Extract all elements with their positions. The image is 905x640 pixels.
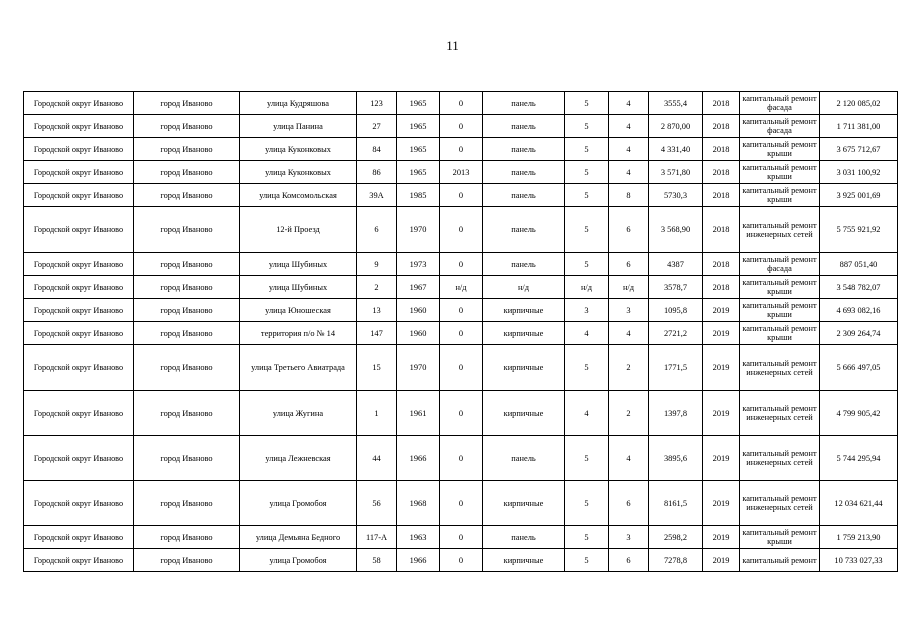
cell-build-year: 1965 bbox=[397, 115, 440, 138]
cell-district: Городской округ Иваново bbox=[24, 115, 134, 138]
cell-entrances: 2 bbox=[609, 391, 649, 436]
cell-wall-material: кирпичные bbox=[483, 549, 565, 572]
cell-cost: 3 925 001,69 bbox=[820, 184, 898, 207]
cell-settlement: город Иваново bbox=[134, 92, 240, 115]
cell-cost: 2 120 085,02 bbox=[820, 92, 898, 115]
cell-area: 5730,3 bbox=[649, 184, 703, 207]
cell-cost: 1 711 381,00 bbox=[820, 115, 898, 138]
cell-district: Городской округ Иваново bbox=[24, 138, 134, 161]
cell-district: Городской округ Иваново bbox=[24, 391, 134, 436]
cell-floors: 5 bbox=[565, 161, 609, 184]
cell-entrances: н/д bbox=[609, 276, 649, 299]
cell-renovation-year: 0 bbox=[440, 345, 483, 391]
cell-floors: н/д bbox=[565, 276, 609, 299]
cell-floors: 4 bbox=[565, 391, 609, 436]
cell-area: 2721,2 bbox=[649, 322, 703, 345]
cell-renovation-year: н/д bbox=[440, 276, 483, 299]
cell-settlement: город Иваново bbox=[134, 207, 240, 253]
cell-floors: 5 bbox=[565, 115, 609, 138]
cell-district: Городской округ Иваново bbox=[24, 276, 134, 299]
cell-house-number: 117-А bbox=[357, 526, 397, 549]
cell-district: Городской округ Иваново bbox=[24, 436, 134, 481]
cell-work-type: капитальный ремонт bbox=[740, 549, 820, 572]
cell-build-year: 1965 bbox=[397, 138, 440, 161]
cell-house-number: 123 bbox=[357, 92, 397, 115]
cell-cost: 3 031 100,92 bbox=[820, 161, 898, 184]
cell-settlement: город Иваново bbox=[134, 436, 240, 481]
table-row bbox=[24, 391, 898, 436]
cell-plan-year: 2019 bbox=[703, 322, 740, 345]
cell-entrances: 6 bbox=[609, 253, 649, 276]
cell-house-number: 147 bbox=[357, 322, 397, 345]
cell-work-type: капитальный ремонт крыши bbox=[740, 322, 820, 345]
cell-renovation-year: 0 bbox=[440, 115, 483, 138]
cell-work-type: капитальный ремонт крыши bbox=[740, 138, 820, 161]
table-row bbox=[24, 481, 898, 526]
cell-entrances: 2 bbox=[609, 345, 649, 391]
cell-area: 1397,8 bbox=[649, 391, 703, 436]
cell-floors: 4 bbox=[565, 322, 609, 345]
cell-house-number: 86 bbox=[357, 161, 397, 184]
cell-floors: 5 bbox=[565, 92, 609, 115]
cell-street: улица Куконковых bbox=[240, 138, 357, 161]
cell-entrances: 3 bbox=[609, 526, 649, 549]
cell-entrances: 4 bbox=[609, 161, 649, 184]
cell-wall-material: панель bbox=[483, 526, 565, 549]
cell-work-type: капитальный ремонт фасада bbox=[740, 115, 820, 138]
cell-entrances: 6 bbox=[609, 481, 649, 526]
cell-settlement: город Иваново bbox=[134, 299, 240, 322]
cell-house-number: 58 bbox=[357, 549, 397, 572]
cell-settlement: город Иваново bbox=[134, 184, 240, 207]
cell-renovation-year: 0 bbox=[440, 138, 483, 161]
cell-wall-material: панель bbox=[483, 207, 565, 253]
cell-wall-material: кирпичные bbox=[483, 345, 565, 391]
cell-floors: 5 bbox=[565, 184, 609, 207]
cell-plan-year: 2019 bbox=[703, 526, 740, 549]
cell-street: улица Кудряшова bbox=[240, 92, 357, 115]
cell-entrances: 4 bbox=[609, 138, 649, 161]
cell-district: Городской округ Иваново bbox=[24, 299, 134, 322]
cell-house-number: 6 bbox=[357, 207, 397, 253]
cell-street: улица Третьего Авиатрада bbox=[240, 345, 357, 391]
cell-district: Городской округ Иваново bbox=[24, 184, 134, 207]
cell-work-type: капитальный ремонт крыши bbox=[740, 276, 820, 299]
cell-entrances: 3 bbox=[609, 299, 649, 322]
table-row bbox=[24, 207, 898, 253]
page-number: 11 bbox=[446, 38, 459, 53]
housing-repair-table bbox=[23, 91, 898, 572]
cell-cost: 887 051,40 bbox=[820, 253, 898, 276]
cell-wall-material: панель bbox=[483, 115, 565, 138]
cell-street: улица Шубиных bbox=[240, 276, 357, 299]
cell-entrances: 4 bbox=[609, 436, 649, 481]
cell-area: 3 571,80 bbox=[649, 161, 703, 184]
cell-area: 3555,4 bbox=[649, 92, 703, 115]
cell-cost: 4 693 082,16 bbox=[820, 299, 898, 322]
cell-work-type: капитальный ремонт инженерных сетей bbox=[740, 207, 820, 253]
cell-area: 4 331,40 bbox=[649, 138, 703, 161]
table-row bbox=[24, 436, 898, 481]
cell-street: улица Шубиных bbox=[240, 253, 357, 276]
cell-build-year: 1963 bbox=[397, 526, 440, 549]
cell-area: 1095,8 bbox=[649, 299, 703, 322]
cell-entrances: 4 bbox=[609, 322, 649, 345]
cell-floors: 5 bbox=[565, 253, 609, 276]
cell-street: улица Панина bbox=[240, 115, 357, 138]
cell-area: 3578,7 bbox=[649, 276, 703, 299]
cell-wall-material: кирпичные bbox=[483, 322, 565, 345]
cell-cost: 5 744 295,94 bbox=[820, 436, 898, 481]
cell-work-type: капитальный ремонт крыши bbox=[740, 161, 820, 184]
cell-area: 3 568,90 bbox=[649, 207, 703, 253]
cell-wall-material: панель bbox=[483, 138, 565, 161]
cell-plan-year: 2018 bbox=[703, 115, 740, 138]
cell-house-number: 27 bbox=[357, 115, 397, 138]
cell-cost: 12 034 621,44 bbox=[820, 481, 898, 526]
cell-plan-year: 2018 bbox=[703, 161, 740, 184]
table-row bbox=[24, 184, 898, 207]
cell-cost: 5 755 921,92 bbox=[820, 207, 898, 253]
cell-renovation-year: 0 bbox=[440, 526, 483, 549]
cell-work-type: капитальный ремонт инженерных сетей bbox=[740, 391, 820, 436]
cell-build-year: 1966 bbox=[397, 436, 440, 481]
cell-floors: 3 bbox=[565, 299, 609, 322]
cell-renovation-year: 0 bbox=[440, 299, 483, 322]
table-row bbox=[24, 253, 898, 276]
cell-settlement: город Иваново bbox=[134, 115, 240, 138]
cell-wall-material: н/д bbox=[483, 276, 565, 299]
cell-street: улица Юношеская bbox=[240, 299, 357, 322]
cell-street: улица Громобоя bbox=[240, 481, 357, 526]
table-row bbox=[24, 276, 898, 299]
table-row bbox=[24, 161, 898, 184]
cell-area: 2598,2 bbox=[649, 526, 703, 549]
cell-floors: 5 bbox=[565, 436, 609, 481]
cell-build-year: 1966 bbox=[397, 549, 440, 572]
cell-house-number: 44 bbox=[357, 436, 397, 481]
cell-area: 1771,5 bbox=[649, 345, 703, 391]
table-row bbox=[24, 138, 898, 161]
cell-wall-material: панель bbox=[483, 436, 565, 481]
cell-plan-year: 2018 bbox=[703, 138, 740, 161]
cell-plan-year: 2018 bbox=[703, 184, 740, 207]
cell-wall-material: кирпичные bbox=[483, 481, 565, 526]
cell-cost: 5 666 497,05 bbox=[820, 345, 898, 391]
cell-renovation-year: 0 bbox=[440, 92, 483, 115]
cell-entrances: 6 bbox=[609, 207, 649, 253]
table-row bbox=[24, 299, 898, 322]
cell-floors: 5 bbox=[565, 526, 609, 549]
cell-renovation-year: 0 bbox=[440, 322, 483, 345]
cell-district: Городской округ Иваново bbox=[24, 322, 134, 345]
cell-house-number: 15 bbox=[357, 345, 397, 391]
cell-area: 2 870,00 bbox=[649, 115, 703, 138]
cell-floors: 5 bbox=[565, 138, 609, 161]
cell-settlement: город Иваново bbox=[134, 549, 240, 572]
cell-house-number: 1 bbox=[357, 391, 397, 436]
cell-area: 8161,5 bbox=[649, 481, 703, 526]
cell-plan-year: 2018 bbox=[703, 92, 740, 115]
cell-street: улица Демьяна Бедного bbox=[240, 526, 357, 549]
cell-work-type: капитальный ремонт крыши bbox=[740, 526, 820, 549]
cell-street: улица Громобоя bbox=[240, 549, 357, 572]
cell-plan-year: 2019 bbox=[703, 345, 740, 391]
table-row bbox=[24, 92, 898, 115]
cell-build-year: 1985 bbox=[397, 184, 440, 207]
cell-district: Городской округ Иваново bbox=[24, 161, 134, 184]
table-row bbox=[24, 549, 898, 572]
cell-street: улица Лежневская bbox=[240, 436, 357, 481]
cell-entrances: 4 bbox=[609, 92, 649, 115]
cell-work-type: капитальный ремонт инженерных сетей bbox=[740, 481, 820, 526]
cell-area: 3895,6 bbox=[649, 436, 703, 481]
cell-plan-year: 2018 bbox=[703, 253, 740, 276]
cell-entrances: 8 bbox=[609, 184, 649, 207]
cell-cost: 2 309 264,74 bbox=[820, 322, 898, 345]
cell-work-type: капитальный ремонт инженерных сетей bbox=[740, 436, 820, 481]
cell-settlement: город Иваново bbox=[134, 345, 240, 391]
cell-cost: 10 733 027,33 bbox=[820, 549, 898, 572]
cell-house-number: 13 bbox=[357, 299, 397, 322]
table-row bbox=[24, 115, 898, 138]
cell-district: Городской округ Иваново bbox=[24, 345, 134, 391]
cell-settlement: город Иваново bbox=[134, 161, 240, 184]
cell-cost: 1 759 213,90 bbox=[820, 526, 898, 549]
cell-district: Городской округ Иваново bbox=[24, 481, 134, 526]
cell-floors: 5 bbox=[565, 207, 609, 253]
cell-house-number: 9 bbox=[357, 253, 397, 276]
cell-settlement: город Иваново bbox=[134, 253, 240, 276]
cell-settlement: город Иваново bbox=[134, 138, 240, 161]
cell-street: 12-й Проезд bbox=[240, 207, 357, 253]
cell-build-year: 1970 bbox=[397, 345, 440, 391]
table-row bbox=[24, 345, 898, 391]
cell-settlement: город Иваново bbox=[134, 322, 240, 345]
cell-build-year: 1965 bbox=[397, 161, 440, 184]
cell-build-year: 1973 bbox=[397, 253, 440, 276]
cell-plan-year: 2019 bbox=[703, 481, 740, 526]
cell-wall-material: панель bbox=[483, 92, 565, 115]
cell-house-number: 39А bbox=[357, 184, 397, 207]
cell-floors: 5 bbox=[565, 481, 609, 526]
cell-wall-material: кирпичные bbox=[483, 299, 565, 322]
cell-settlement: город Иваново bbox=[134, 391, 240, 436]
cell-wall-material: кирпичные bbox=[483, 391, 565, 436]
cell-district: Городской округ Иваново bbox=[24, 526, 134, 549]
cell-entrances: 4 bbox=[609, 115, 649, 138]
cell-street: улица Комсомольская bbox=[240, 184, 357, 207]
table-body bbox=[24, 92, 898, 572]
cell-work-type: капитальный ремонт инженерных сетей bbox=[740, 345, 820, 391]
cell-plan-year: 2019 bbox=[703, 436, 740, 481]
cell-wall-material: панель bbox=[483, 253, 565, 276]
cell-plan-year: 2019 bbox=[703, 299, 740, 322]
cell-renovation-year: 0 bbox=[440, 549, 483, 572]
cell-settlement: город Иваново bbox=[134, 526, 240, 549]
cell-house-number: 56 bbox=[357, 481, 397, 526]
cell-street: улица Куконковых bbox=[240, 161, 357, 184]
cell-area: 7278,8 bbox=[649, 549, 703, 572]
cell-cost: 4 799 905,42 bbox=[820, 391, 898, 436]
cell-floors: 5 bbox=[565, 549, 609, 572]
cell-work-type: капитальный ремонт фасада bbox=[740, 253, 820, 276]
cell-district: Городской округ Иваново bbox=[24, 92, 134, 115]
cell-renovation-year: 0 bbox=[440, 481, 483, 526]
cell-entrances: 6 bbox=[609, 549, 649, 572]
cell-renovation-year: 0 bbox=[440, 184, 483, 207]
cell-renovation-year: 2013 bbox=[440, 161, 483, 184]
cell-settlement: город Иваново bbox=[134, 276, 240, 299]
cell-district: Городской округ Иваново bbox=[24, 549, 134, 572]
cell-build-year: 1965 bbox=[397, 92, 440, 115]
cell-district: Городской округ Иваново bbox=[24, 207, 134, 253]
table-row bbox=[24, 322, 898, 345]
cell-renovation-year: 0 bbox=[440, 253, 483, 276]
cell-plan-year: 2019 bbox=[703, 549, 740, 572]
cell-work-type: капитальный ремонт крыши bbox=[740, 299, 820, 322]
cell-wall-material: панель bbox=[483, 161, 565, 184]
cell-build-year: 1967 bbox=[397, 276, 440, 299]
cell-plan-year: 2018 bbox=[703, 276, 740, 299]
cell-house-number: 84 bbox=[357, 138, 397, 161]
cell-build-year: 1961 bbox=[397, 391, 440, 436]
cell-cost: 3 548 782,07 bbox=[820, 276, 898, 299]
cell-build-year: 1968 bbox=[397, 481, 440, 526]
cell-renovation-year: 0 bbox=[440, 391, 483, 436]
cell-plan-year: 2018 bbox=[703, 207, 740, 253]
cell-floors: 5 bbox=[565, 345, 609, 391]
cell-plan-year: 2019 bbox=[703, 391, 740, 436]
cell-renovation-year: 0 bbox=[440, 207, 483, 253]
cell-house-number: 2 bbox=[357, 276, 397, 299]
cell-work-type: капитальный ремонт крыши bbox=[740, 184, 820, 207]
cell-build-year: 1960 bbox=[397, 322, 440, 345]
cell-street: территория п/о № 14 bbox=[240, 322, 357, 345]
cell-cost: 3 675 712,67 bbox=[820, 138, 898, 161]
cell-work-type: капитальный ремонт фасада bbox=[740, 92, 820, 115]
cell-street: улица Жугина bbox=[240, 391, 357, 436]
cell-renovation-year: 0 bbox=[440, 436, 483, 481]
cell-build-year: 1970 bbox=[397, 207, 440, 253]
cell-area: 4387 bbox=[649, 253, 703, 276]
cell-district: Городской округ Иваново bbox=[24, 253, 134, 276]
table-row bbox=[24, 526, 898, 549]
cell-build-year: 1960 bbox=[397, 299, 440, 322]
cell-wall-material: панель bbox=[483, 184, 565, 207]
cell-settlement: город Иваново bbox=[134, 481, 240, 526]
